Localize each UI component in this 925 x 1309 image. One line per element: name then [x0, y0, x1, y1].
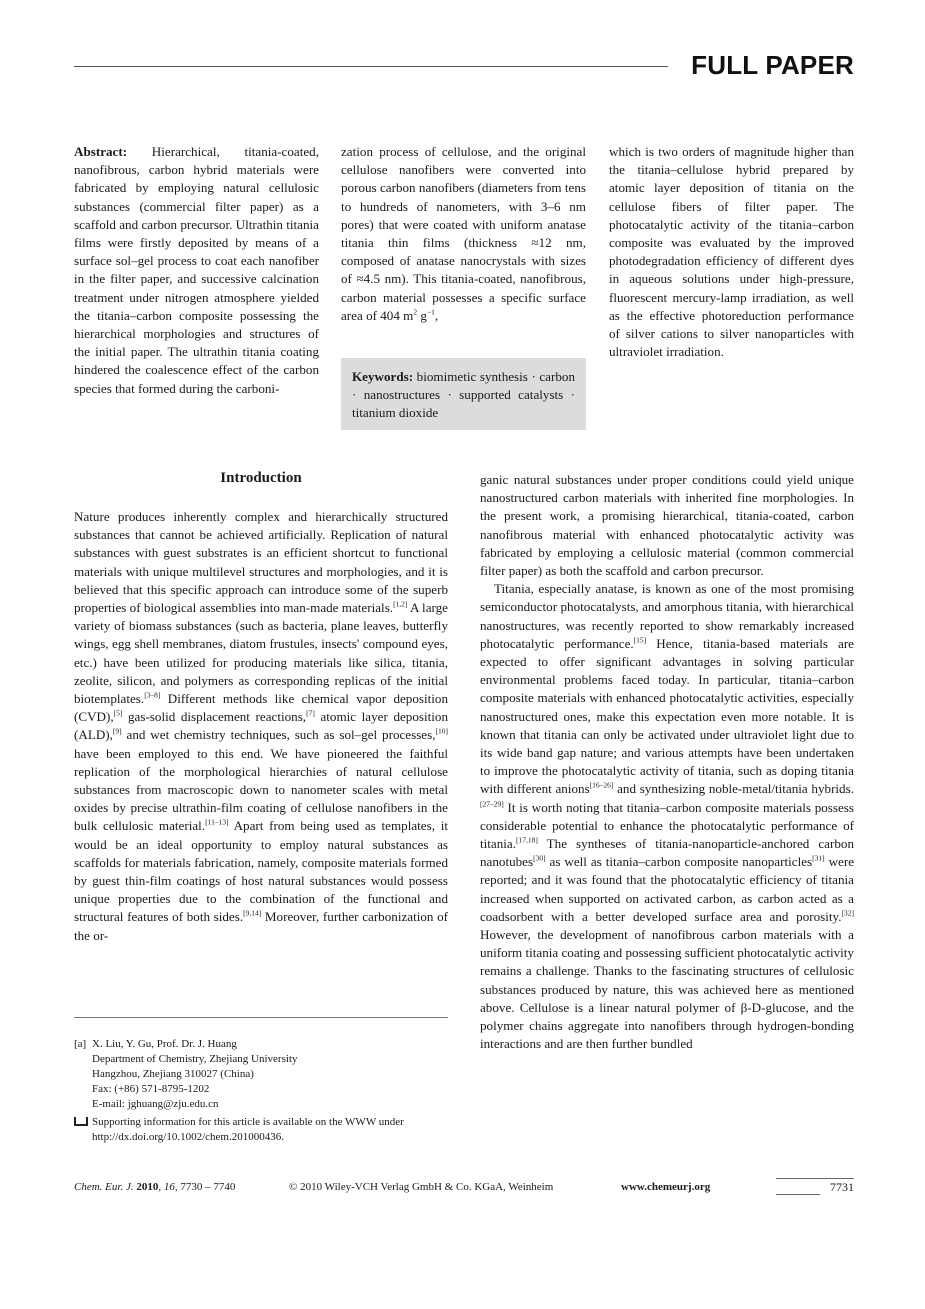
footer-pages: , 7730 – 7740 — [174, 1181, 236, 1193]
citation: [1,2] — [393, 599, 408, 609]
abstract-text-2: zation process of cellulose, and the original cellulose nanofibers were converted into porous carbon nanofibers (diameters from tens to hundreds of nanometers, with 3–6 nm pores) that were coated with uniform anatase titania thin films (thickness ≈12 nm, composed of anatase nanocrystals with sizes of ≈4.5 nm). This titania-coated, nanofibrous, carbon material possesses a specific surface area of 404 m — [341, 144, 586, 323]
abstract-column-1 — [74, 143, 319, 398]
citation: [5] — [113, 708, 123, 718]
footer-volume: 16 — [163, 1181, 175, 1193]
affiliation-department: Department of Chemistry, Zhejiang University — [92, 1053, 298, 1065]
abstract-text-1: Hierarchical, titania-coated, nanofibrous, carbon hybrid materials were fabricated by employing natural cellulosic substances (commercial filter paper) as a scaffold and carbon precursor. Ultrathin titania films were firstly deposited by means of a surface sol–gel process to coat each nanofiber in the filter paper, and successive calcination treatment under nitrogen atmosphere yielded the titania–carbon composite possessing the hierarchical morphologies and structures of the initial paper. The ultrathin titania coating hindered the coalescence effect of the carbon species that formed during the carboni- — [74, 144, 319, 396]
abstract-column-3 — [609, 143, 854, 361]
body-text: The syntheses of titania-nanoparticle-anchored carbon nanotubes — [480, 836, 854, 870]
citation: [7] — [306, 708, 315, 718]
footer-rule-bottom — [776, 1194, 820, 1195]
citation: [3–8] — [144, 690, 161, 700]
citation: [15] — [633, 635, 647, 645]
section-label: FULL PAPER — [691, 50, 854, 80]
citation: [9,14] — [243, 909, 262, 919]
body-text: have been employed to this end. We have pioneered the faithful replication of the morphological hierarchies of natural cellulose substances from macroscopic down to nanometer scales with metal oxides by precise ultrathin-film coating of cellulose nanofibers in the bulk cellulosic material. — [74, 745, 448, 834]
body-text: Different methods like chemical vapor deposition (CVD), — [74, 691, 448, 725]
supporting-info-text: Supporting information for this article is available on the WWW under http://dx.doi.org/10.1002/chem.201000436. — [92, 1116, 404, 1143]
body-text: Moreover, further carbonization of the or- — [74, 909, 448, 943]
unit-text: , — [434, 307, 439, 323]
body-text: However, the development of nanofibrous carbon materials with a uniform titania coating and possessing sufficient photocatalytic activity remains a challenge. Thanks to the fascinating structures of cellulosic substances produced by nature, this was achieved here as mentioned above. Cellulose is a linear natural polymer of β-D-glucose, and the polymer chains aggregate into nanofibers through hydrogen-bonding interactions and are then further bundled — [480, 927, 854, 1052]
citation: [31] — [812, 853, 825, 863]
supporting-info-icon — [74, 1117, 88, 1126]
body-text: Hence, titania-based materials are expected to offer significant advantages in solving particular environmental problems faced today. In particular, titania–carbon composite materials with enhanced photocatalytic activities, especially nanostructured ones, make this expectation even more notable. It is known that titania can only be activated under ultraviolet light due to its wide band gap nature; and various attempts have been undertaken to improve the photocatalytic activity of titania, such as doping titania with different anions — [480, 635, 854, 797]
affiliation-authors: X. Liu, Y. Gu, Prof. Dr. J. Huang — [92, 1038, 237, 1050]
keywords-box — [341, 358, 586, 430]
affiliation-marker: [a] — [74, 1038, 87, 1050]
body-text: Nature produces inherently complex and hierarchically structured substances that cannot be achieved artificially. Replication of natural substances with guest substrates is an efficient shortcut to functional materials with unique multilevel structures and morphologies, and it is believed that this specific approach can introduce some of the superb properties of biological assemblies into man-made materials. — [74, 509, 448, 616]
page-number: 7731 — [830, 1180, 854, 1194]
body-text: gas-solid displacement reactions, — [122, 709, 307, 725]
introduction-left-column — [74, 508, 448, 945]
abstract-column-2 — [341, 143, 586, 325]
abstract-text-3: which is two orders of magnitude higher than the titania–cellulose hybrid prepared by atomic layer deposition of titania on the cellulose fibers of filter paper. The photocatalytic activity of the titania–carbon composite was evaluated by the improved photodegradation efficiency of different dyes in aqueous solutions under high-pressure, fluorescent mercury-lamp irradiation, as well as the effective photoreduction performance of silver cations to silver nanoparticles with ultraviolet irradiation. — [609, 144, 854, 360]
citation: [10] — [435, 727, 448, 737]
citation: [9] — [112, 727, 122, 737]
body-text: A large variety of biomass substances (such as bacteria, plane leaves, butterfly wings, egg shell membranes, diatom frustules, insects' compound eyes, etc.) have been utilized for producing materials like silica, titania, zeolite, silicon, and polymers as corresponding replicas of the initial biotemplates. — [74, 600, 448, 707]
citation: [11–13] — [205, 818, 229, 828]
citation: [27–29] — [480, 799, 504, 809]
citation: [30] — [533, 853, 546, 863]
footnote-rule — [74, 1017, 448, 1018]
affiliation-email[interactable]: E-mail: jghuang@zju.edu.cn — [92, 1098, 219, 1110]
citation: [17,18] — [516, 835, 538, 845]
introduction-paragraph — [480, 580, 854, 1053]
affiliation-fax: Fax: (+86) 571-8795-1202 — [92, 1083, 210, 1095]
footer-year: 2010 — [136, 1181, 159, 1193]
footer-citation: Chem. Eur. J. 2010, 16, 7730 – 7740 — [74, 1181, 236, 1193]
abstract-label: Abstract: — [74, 144, 128, 159]
body-text: Titania, especially anatase, is known as one of the most promising semiconductor photocatalysts, and amorphous titania, with hierarchical nanostructures, was recently reported to show remarkably increased photocatalytic performance. — [480, 581, 854, 651]
keywords-label: Keywords: — [352, 369, 414, 384]
introduction-paragraph: ganic natural substances under proper conditions could yield unique nanostructured carbon materials with inherited fine morphologies. In the present work, a promising hierarchical, titania-coated, carbon nanofibrous material with enhanced photocatalytic activity was fabricated by employing a cellulosic material (common commercial filter paper) as both the scaffold and carbon precursor. — [480, 472, 854, 579]
introduction-right-column — [480, 471, 854, 1054]
affiliation-footnote — [74, 1037, 448, 1145]
introduction-heading: Introduction — [220, 470, 302, 486]
unit-superscript: 2 — [413, 307, 418, 317]
footer-copyright: © 2010 Wiley-VCH Verlag GmbH & Co. KGaA, Weinheim — [289, 1181, 554, 1193]
footer-journal: Chem. Eur. J. — [74, 1181, 134, 1193]
body-text: atomic layer deposition (ALD), — [74, 709, 448, 743]
body-text: Apart from being used as templates, it would be an ideal opportunity to employ natural substances as scaffolds for materials fabrication, namely, composite materials formed by guest thin-film coatings of host natural substances would possess unique properties due to the combination of the functional and structural features of both sides. — [74, 818, 449, 925]
body-text: as well as titania–carbon composite nanoparticles — [545, 854, 813, 870]
introduction-paragraph — [74, 508, 448, 945]
unit-text: g — [417, 307, 427, 323]
citation: [32] — [841, 908, 854, 918]
footer-rule-top — [776, 1178, 854, 1179]
body-text: and wet chemistry techniques, such as sol–gel processes, — [121, 727, 436, 743]
citation: [16–26] — [589, 781, 614, 791]
body-text: It is worth noting that titania–carbon composite materials possess considerable potential to enhance the photocatalytic performance of titania. — [480, 799, 854, 852]
footer-website[interactable]: www.chemeurj.org — [621, 1181, 711, 1193]
keywords-text: biomimetic synthesis · carbon · nanostructures · supported catalysts · titanium dioxide — [352, 369, 575, 421]
header-rule — [74, 66, 668, 67]
unit-superscript: −1 — [426, 307, 435, 317]
body-text: were reported; and it was found that the photocatalytic efficiency of titania increased when supported on activated carbon, as carbon acted as a coadsorbent with a better developed surface area and porosity. — [480, 854, 855, 924]
body-text: and synthesizing noble-metal/titania hybrids. — [613, 781, 854, 797]
affiliation-lines — [92, 1037, 298, 1112]
affiliation-address: Hangzhou, Zhejiang 310027 (China) — [92, 1068, 254, 1080]
